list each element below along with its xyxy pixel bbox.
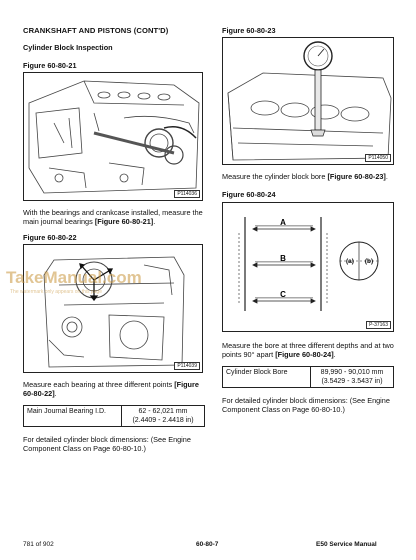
spec-value-in: (3.5429 - 3.5437 in) [321,378,383,385]
depth-label-a: A [280,218,286,227]
point-label-b: (b) [364,258,374,265]
spec-value-mm: 89,990 - 90,010 mm [320,369,384,376]
paragraph-text: Component Class on Page 60-80-10.) [222,405,345,415]
figure-part-id: P114039 [174,362,200,370]
figure-reference: [Figure 60-80-24] [275,350,334,360]
figure-60-80-22 [23,244,203,373]
figure-reference: [Figure 60-80-23] [327,172,386,181]
point-label-a: (a) [346,258,354,265]
watermark-brand: TakeManual.com [6,268,142,287]
figure-title: Figure 60-80-22 [23,233,77,242]
spec-value-mm: 62 - 62,021 mm [138,408,188,415]
figure-part-id: P-37163 [366,321,391,329]
spec-label: Cylinder Block Bore [223,367,311,388]
figure-title: Figure 60-80-21 [23,61,77,70]
bore-depth-diagram [223,203,394,332]
figure-reference: [Figure [174,380,199,389]
paragraph-text: For detailed cylinder block dimensions: (See Engine [222,396,390,405]
spec-table-block-bore [222,366,394,388]
figure-part-id: P114050 [365,154,391,162]
spec-value [122,406,205,427]
watermark-note: The watermark only appears on this page [10,289,102,295]
section-title: CRANKSHAFT AND PISTONS (CONT'D) [23,26,169,35]
spec-table-main-journal [23,405,205,427]
paragraph-three-depths: Measure the bore at three different depths and at two points 90° apart [Figure 60-80-24]. [222,341,394,360]
paragraph-text: Component Class on Page 60-80-10.) [23,444,146,454]
figure-part-id: P114036 [174,190,200,198]
subsection-title: Cylinder Block Inspection [23,43,113,52]
footer-manual-title: E50 Service Manual [316,541,377,548]
figure-reference: [Figure 60-80-21] [94,217,154,227]
spec-value [311,367,394,388]
figure-60-80-23 [222,37,394,165]
depth-label-b: B [280,254,286,263]
paragraph-block-bore: Measure the cylinder block bore [Figure 60-80-23]. [222,172,388,181]
paragraph-see-engine [23,435,205,454]
depth-label-c: C [280,290,286,299]
cylinder-bore-gauge-illustration [223,38,394,165]
engine-block-bearing-illustration [24,73,203,201]
figure-reference: 60-80-22] [23,389,55,399]
paragraph-text: Measure the bore at three different depths and at two [222,341,394,350]
footer-page-number: 60-80-7 [196,541,219,548]
spec-value-in: (2.4409 - 2.4418 in) [132,417,194,424]
spec-label: Main Journal Bearing I.D. [24,406,122,427]
crankcase-measurement-illustration [24,245,203,373]
paragraph-text: Measure each bearing at three different points [23,380,173,389]
figure-60-80-24 [222,202,394,332]
figure-title: Figure 60-80-23 [222,26,276,35]
paragraph-see-engine [222,396,400,415]
footer-page-count: 781 of 902 [23,541,54,548]
paragraph-main-journal: With the bearings and crankcase installed, measure the main journal bearings [Figure 60-80-21]. [23,208,203,227]
paragraph-text: For detailed cylinder block dimensions: (See Engine [23,435,191,444]
paragraph-text: With the bearings and crankcase installed, measure the [23,208,203,217]
paragraph-text: main journal bearings [23,217,93,227]
paragraph-three-points: Measure each bearing at three different points [Figure 60-80-22]. [23,380,199,399]
figure-title: Figure 60-80-24 [222,190,276,199]
figure-60-80-21 [23,72,203,201]
paragraph-text: Measure the cylinder block bore [222,172,326,181]
paragraph-text: points 90° apart [222,350,274,360]
